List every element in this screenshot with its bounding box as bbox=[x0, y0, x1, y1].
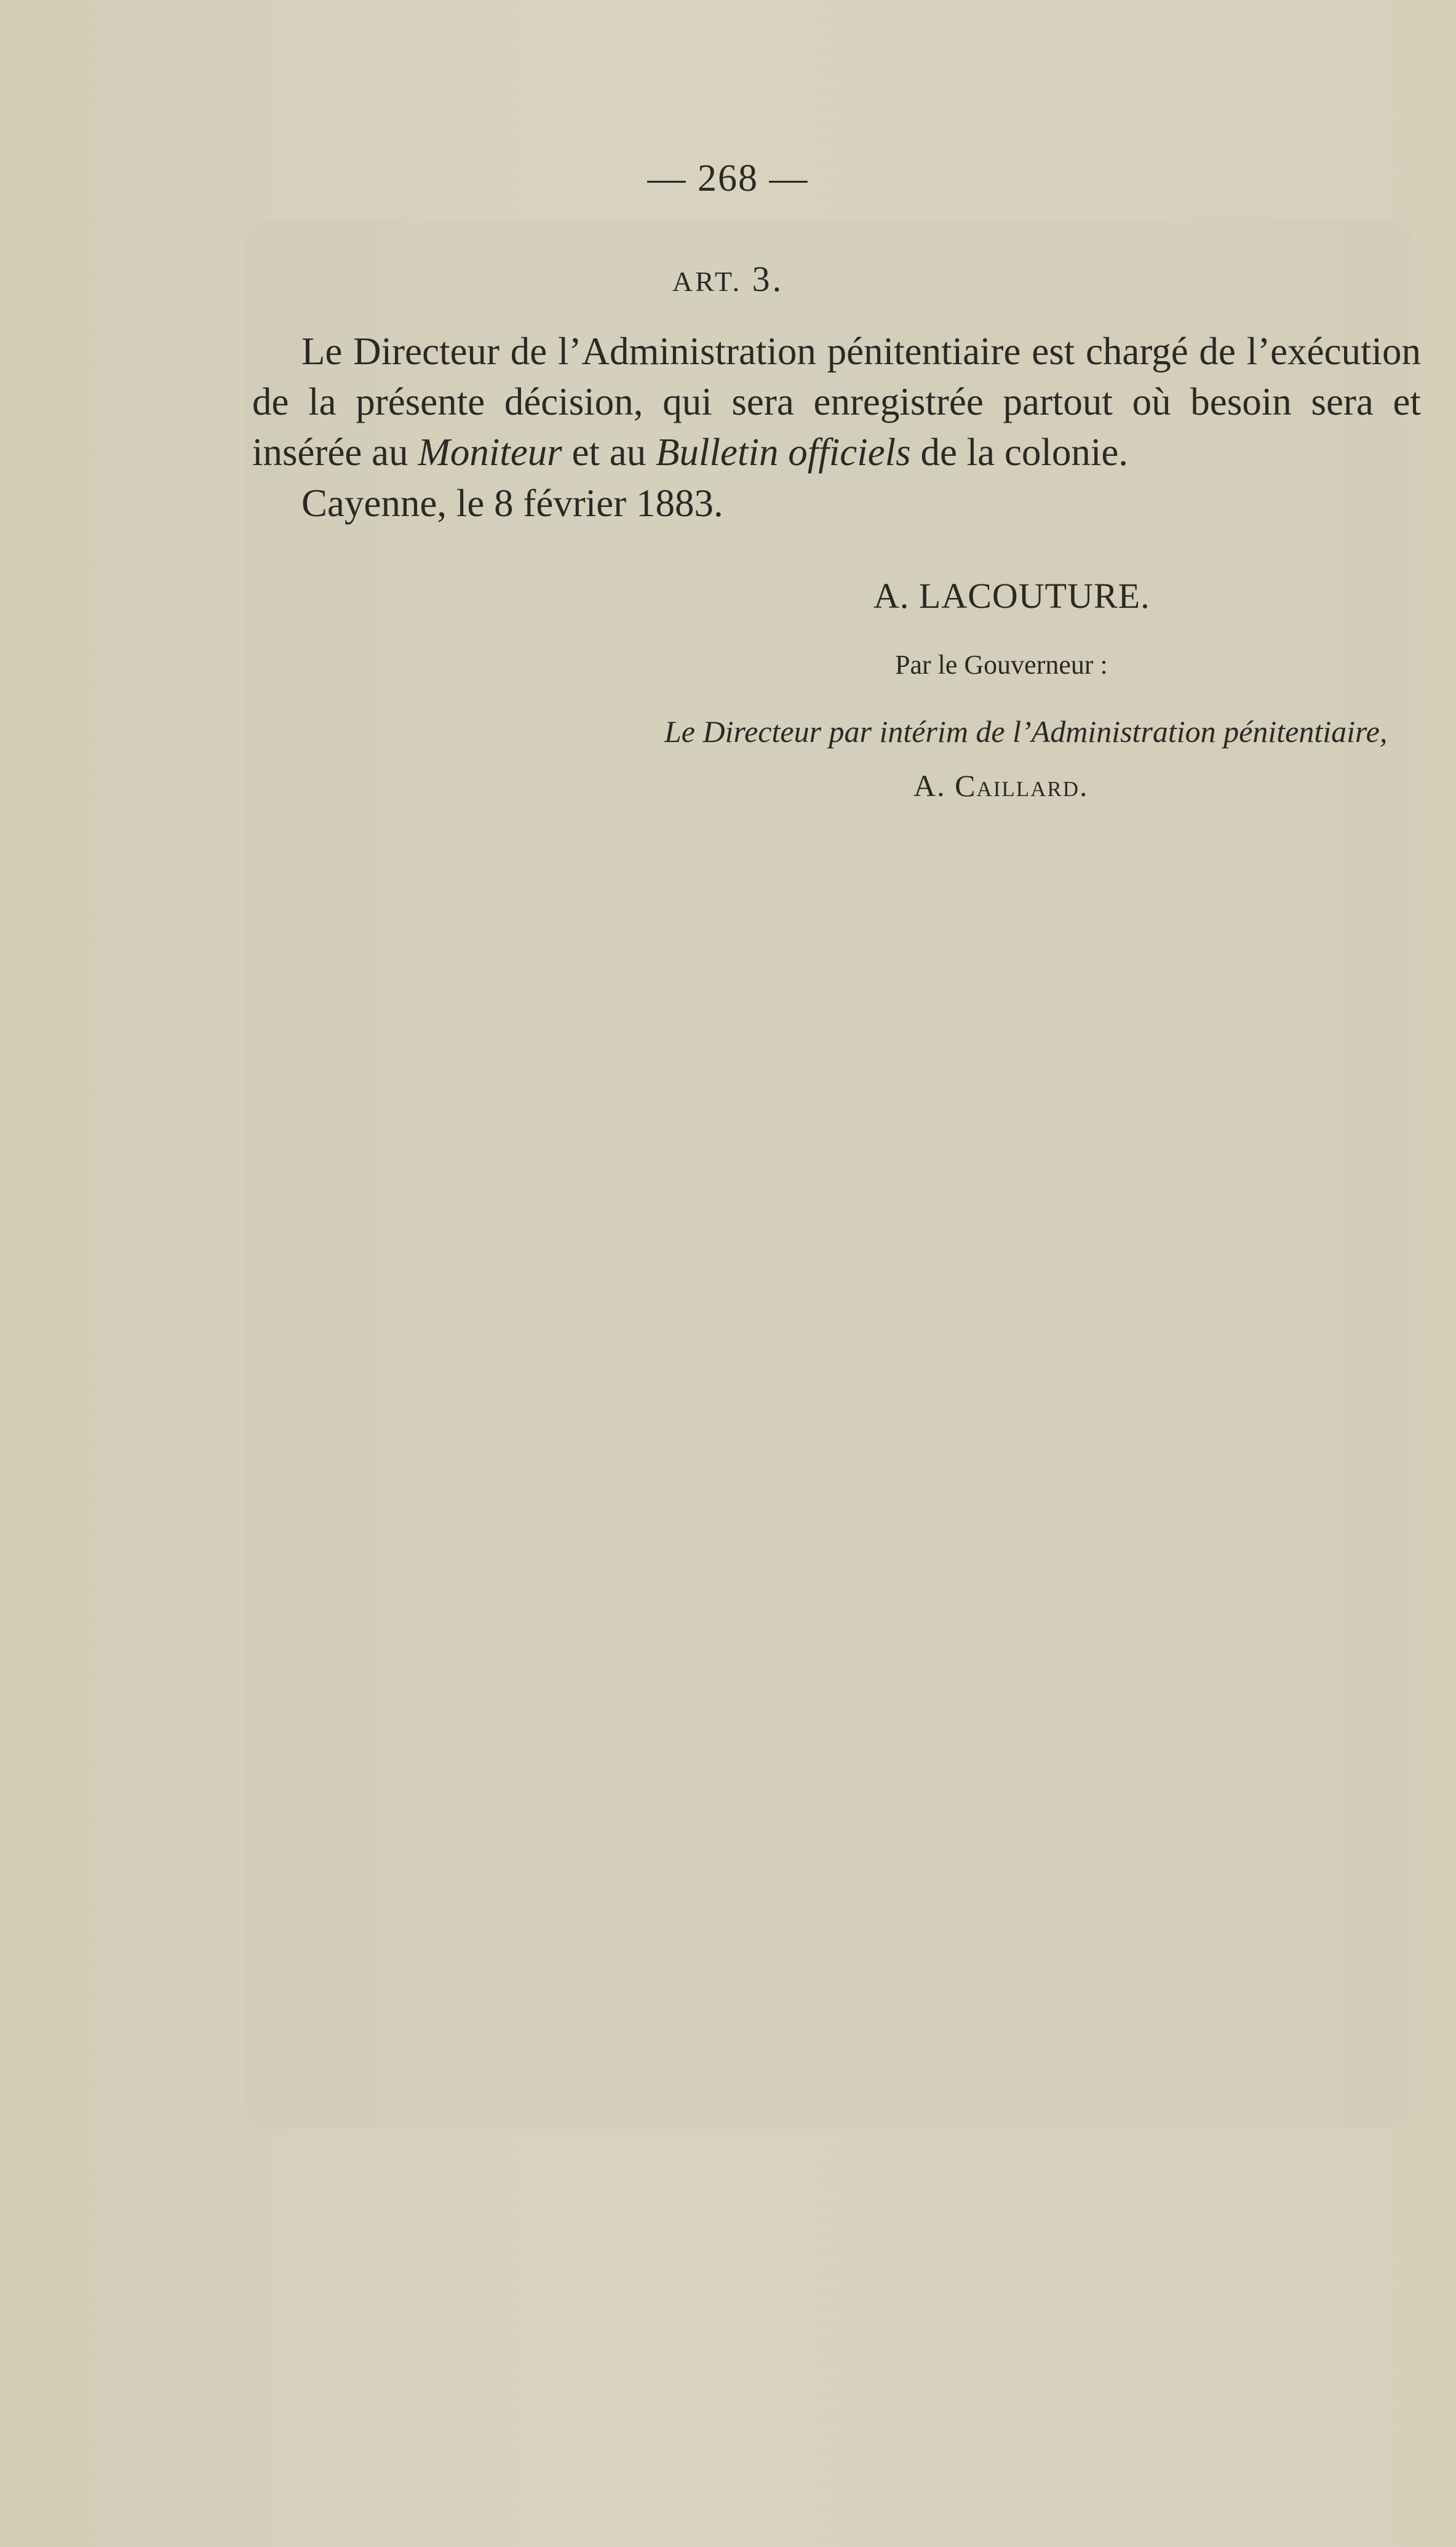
director-initial: A. bbox=[913, 768, 946, 803]
paragraph-line-2: de la présente décision, qui sera enregistrée partout où besoin sera et bbox=[252, 380, 1421, 423]
paragraph-line-3-middle: et au bbox=[571, 431, 646, 474]
paragraph-line-3-start: insérée au bbox=[252, 431, 408, 474]
governor-signature: A. LACOUTURE. bbox=[873, 576, 1150, 616]
article-prefix: ART. bbox=[672, 266, 742, 297]
article-paragraph bbox=[252, 326, 1421, 477]
director-signature bbox=[913, 768, 1089, 803]
date-line: Cayenne, le 8 février 1883. bbox=[301, 482, 723, 525]
moniteur-title: Moniteur bbox=[418, 431, 562, 474]
paragraph-line-1: Le Directeur de l’Administration pénitentiaire est chargé de l’exécution bbox=[301, 330, 1421, 373]
paragraph-line-3-end: de la colonie. bbox=[920, 431, 1129, 474]
director-title: Le Directeur par intérim de l’Administration pénitentiaire, bbox=[664, 714, 1388, 749]
paragraph-line-3 bbox=[252, 427, 1421, 477]
article-heading bbox=[0, 258, 1456, 300]
director-name: Caillard. bbox=[955, 768, 1089, 803]
bulletin-title: Bulletin officiels bbox=[656, 431, 911, 474]
article-number: 3. bbox=[752, 259, 784, 299]
page-number: — 268 — bbox=[647, 157, 809, 199]
par-le-gouverneur: Par le Gouverneur : bbox=[895, 650, 1108, 680]
